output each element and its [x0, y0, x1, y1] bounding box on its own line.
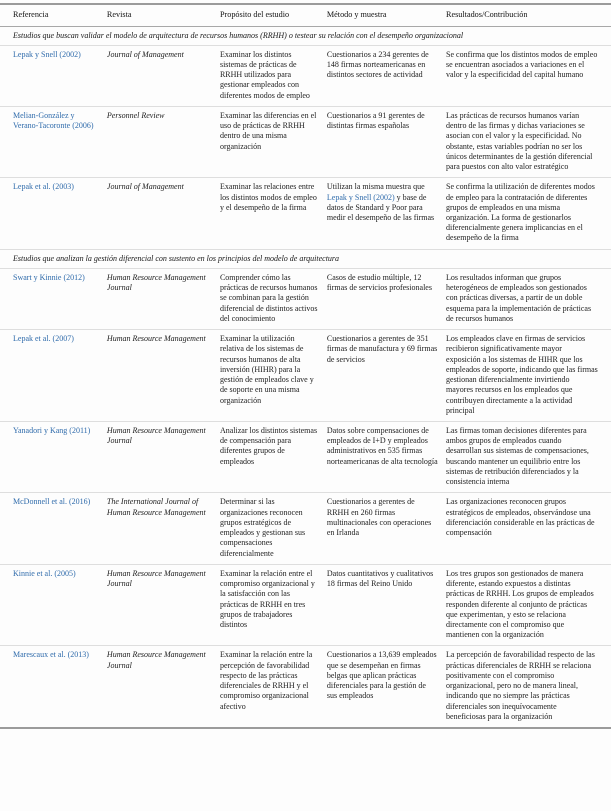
citation-link[interactable]: Lepak y Snell (2002): [326, 192, 395, 202]
section-title: Estudios que analizan la gestión diferencial con sustento en los principios del modelo de arquitectura: [13, 253, 340, 263]
cell-proposito: [220, 646, 327, 728]
column-header-proposito: Propósito del estudio: [219, 10, 290, 19]
study-row: [0, 106, 611, 177]
cell-metodo: [327, 493, 446, 564]
column-header-referencia: Referencia: [13, 10, 49, 19]
cell-resultados: [446, 422, 611, 493]
study-results: Se confirma la utilización de diferentes modos de empleo para la contratación de diferentes grupos de empleados en una misma organización. La forma de gestionarlos diferencialmente genera implicancias en el desempeño de la firma: [446, 182, 595, 243]
reference-link[interactable]: Lepak et al. (2003): [13, 182, 74, 192]
study-row: [0, 646, 611, 728]
journal-name: Human Resource Management Journal: [106, 272, 206, 293]
study-method: Cuestionarios a gerentes de RRHH en 260 firmas multinacionales con operaciones en Irlanda: [326, 497, 432, 538]
cell-metodo: [327, 268, 446, 329]
study-purpose: Examinar las diferencias en el uso de prácticas de RRHH dentro de una misma organización: [219, 110, 317, 151]
cell-metodo: [327, 178, 446, 249]
section-title: Estudios que buscan validar el modelo de arquitectura de recursos humanos (RRHH) o testear su relación con el desempeño organizacional: [13, 30, 464, 40]
section-title-cell: [0, 26, 611, 45]
section-header-row: [0, 26, 611, 45]
cell-metodo: [327, 564, 446, 646]
journal-name: Journal of Management: [106, 49, 184, 59]
journal-name: Human Resource Management Journal: [106, 426, 206, 446]
study-results: Las organizaciones reconocen grupos estratégicos de empleados, observándose una diferenciación considerable en las prácticas de compensación: [446, 497, 595, 538]
study-row: [0, 268, 611, 329]
method-text: y base de datos de Standard y Poor para medir el desempeño de las firmas: [326, 192, 435, 223]
cell-revista: [107, 106, 220, 177]
column-header-resultados: Resultados/Contribución: [446, 10, 528, 19]
cell-resultados: [446, 45, 611, 106]
cell-referencia: [0, 45, 107, 106]
study-method: Cuestionarios a 234 gerentes de 148 firmas norteamericanas en distintos sectores de actividad: [326, 49, 429, 80]
cell-resultados: [446, 493, 611, 564]
cell-revista: [107, 422, 220, 493]
study-row: [0, 422, 611, 493]
section-header-row: [0, 249, 611, 268]
journal-name: Human Resource Management Journal: [106, 650, 206, 670]
cell-metodo: [327, 422, 446, 493]
study-purpose: Examinar la relación entre el compromiso organizacional y la satisfacción con las prácticas de RRHH en tres grupos de trabajadores distintos: [219, 568, 315, 629]
study-method: Datos sobre compensaciones de empleados de I+D y empleados administrativos en 535 firmas norteamericanas de alta tecnología: [326, 426, 438, 466]
cell-proposito: [220, 564, 327, 646]
study-method: Cuestionarios a 13,639 empleados que se desempeñan en firmas belgas que aplican prácticas diferenciales para la gestión de sus empleados: [326, 650, 437, 701]
reference-link[interactable]: Lepak y Snell (2002): [13, 49, 81, 59]
reference-link[interactable]: Marescaux et al. (2013): [13, 650, 89, 660]
study-row: [0, 330, 611, 422]
study-row: [0, 45, 611, 106]
column-header-revista: Revista: [106, 10, 132, 19]
cell-resultados: [446, 330, 611, 422]
cell-resultados: [446, 564, 611, 646]
cell-metodo: [327, 45, 446, 106]
cell-metodo: [327, 646, 446, 728]
study-method: [327, 182, 434, 222]
study-purpose: Determinar si las organizaciones reconocen grupos estratégicos de empleados y gestionan sus compensaciones diferencialmente: [219, 497, 306, 558]
journal-name: Journal of Management: [106, 182, 184, 192]
cell-revista: [107, 646, 220, 728]
study-results: Las firmas toman decisiones diferentes para ambos grupos de empleados cuando desarrollan sus sistemas de compensaciones, buscando mantener un equilibrio entre los sistemas de retribución diferenciados y la consistencia interna: [446, 426, 589, 487]
cell-referencia: [0, 493, 107, 564]
study-method: Casos de estudio múltiple, 12 firmas de servicios profesionales: [326, 272, 432, 293]
cell-referencia: [0, 330, 107, 422]
cell-resultados: [446, 268, 611, 329]
cell-revista: [107, 45, 220, 106]
study-purpose: Examinar las relaciones entre los distintos modos de empleo y el desempeño de la firma: [219, 182, 317, 212]
column-header-metodo: Método y muestra: [326, 10, 387, 19]
study-method: Cuestionarios a gerentes de 351 firmas de manufactura y 69 firmas de servicios: [326, 334, 438, 364]
reference-link[interactable]: Swart y Kinnie (2012): [13, 272, 85, 282]
cell-metodo: [327, 106, 446, 177]
journal-name: Personnel Review: [106, 110, 165, 120]
study-row: [0, 493, 611, 564]
study-results: Los tres grupos son gestionados de manera diferente, estando expuestos a distintas prácticas de RRHH. Los grupos de empleados responden diferente al conjunto de prácticas que experimentan, y esto se relaciona directamente con el compromiso que mantienen con la organización: [446, 568, 594, 640]
cell-referencia: [0, 422, 107, 493]
cell-revista: [107, 178, 220, 249]
cell-proposito: [220, 493, 327, 564]
study-purpose: Examinar la relación entre la percepción de favorabilidad respecto de las prácticas diferenciales de RRHH y el compromiso organizacional afectivo: [219, 650, 313, 711]
cell-referencia: [0, 564, 107, 646]
study-purpose: Examinar los distintos sistemas de prácticas de RRHH utilizados para gestionar empleados con diferentes modos de empleo: [219, 49, 310, 100]
cell-proposito: [220, 106, 327, 177]
cell-proposito: [220, 330, 327, 422]
cell-proposito: [220, 268, 327, 329]
cell-proposito: [220, 178, 327, 249]
section-title-cell: [0, 249, 611, 268]
studies-table: [0, 3, 611, 729]
cell-proposito: [220, 45, 327, 106]
header-row: [0, 4, 611, 26]
study-row: [0, 178, 611, 249]
study-method: Cuestionarios a 91 gerentes de distintas firmas españolas: [326, 110, 425, 131]
method-text: Utilizan la misma muestra que: [326, 182, 425, 192]
reference-link[interactable]: Lepak et al. (2007): [13, 334, 74, 344]
cell-revista: [107, 493, 220, 564]
reference-link[interactable]: Melian-González y Verano-Tacoronte (2006): [13, 110, 94, 131]
cell-referencia: [0, 106, 107, 177]
study-results: La percepción de favorabilidad respecto de las prácticas diferenciales de RRHH se relaciona positivamente con el compromiso organizacional, pero no de manera lineal, indicando que no siempre las prácticas diferenciales son inequívocamente beneficiosas para la organización: [446, 650, 595, 721]
cell-revista: [107, 268, 220, 329]
cell-resultados: [446, 646, 611, 728]
cell-referencia: [0, 268, 107, 329]
cell-resultados: [446, 178, 611, 249]
study-results: Se confirma que los distintos modos de empleo se encuentran asociados a variaciones en el valor y la especificidad del capital humano: [446, 49, 598, 80]
study-results: Los empleados clave en firmas de servicios recibieron significativamente mayor exposición a los sistemas de HIHR que los empleados de soporte, indicando que las firmas gestionan diferencialmente invirtiendo mayores recursos en los empleados que contribuyen directamente a la actividad principal: [446, 334, 598, 415]
journal-name: Human Resource Management: [106, 334, 206, 344]
reference-link[interactable]: Kinnie et al. (2005): [13, 568, 76, 578]
cell-referencia: [0, 646, 107, 728]
study-results: Los resultados informan que grupos heterogéneos de empleados son gestionados con prácticas diversas, a partir de un doble esquema para la implementación de prácticas de recursos humanos: [446, 272, 592, 323]
cell-resultados: [446, 106, 611, 177]
study-method: Datos cuantitativos y cualitativos 18 firmas del Reino Unido: [326, 568, 434, 589]
reference-link[interactable]: McDonnell et al. (2016): [13, 497, 91, 507]
reference-link[interactable]: Yanadori y Kang (2011): [13, 426, 91, 435]
study-purpose: Comprender cómo las prácticas de recursos humanos se combinan para la gestión diferencial de distintos activos del conocimiento: [219, 272, 318, 323]
study-results: Las prácticas de recursos humanos varían dentro de las firmas y dichas variaciones se asocian con el valor y la especificidad. No obstante, estas variables podrían no ser los únicos determinantes de la gestión diferencial para puestos con alto valor estratégico: [446, 110, 593, 172]
journal-name: Human Resource Management Journal: [106, 568, 206, 589]
cell-revista: [107, 564, 220, 646]
cell-referencia: [0, 178, 107, 249]
journal-name: The International Journal of Human Resource Management: [106, 497, 206, 517]
cell-proposito: [220, 422, 327, 493]
study-purpose: Examinar la utilización relativa de los sistemas de recursos humanos de alta inversión (HIHR) para la gestión de empleados clave y de soporte en una misma organización: [219, 334, 314, 405]
cell-revista: [107, 330, 220, 422]
study-purpose: Analizar los distintos sistemas de compensación para diferentes grupos de empleados: [219, 426, 318, 466]
cell-metodo: [327, 330, 446, 422]
study-row: [0, 564, 611, 646]
